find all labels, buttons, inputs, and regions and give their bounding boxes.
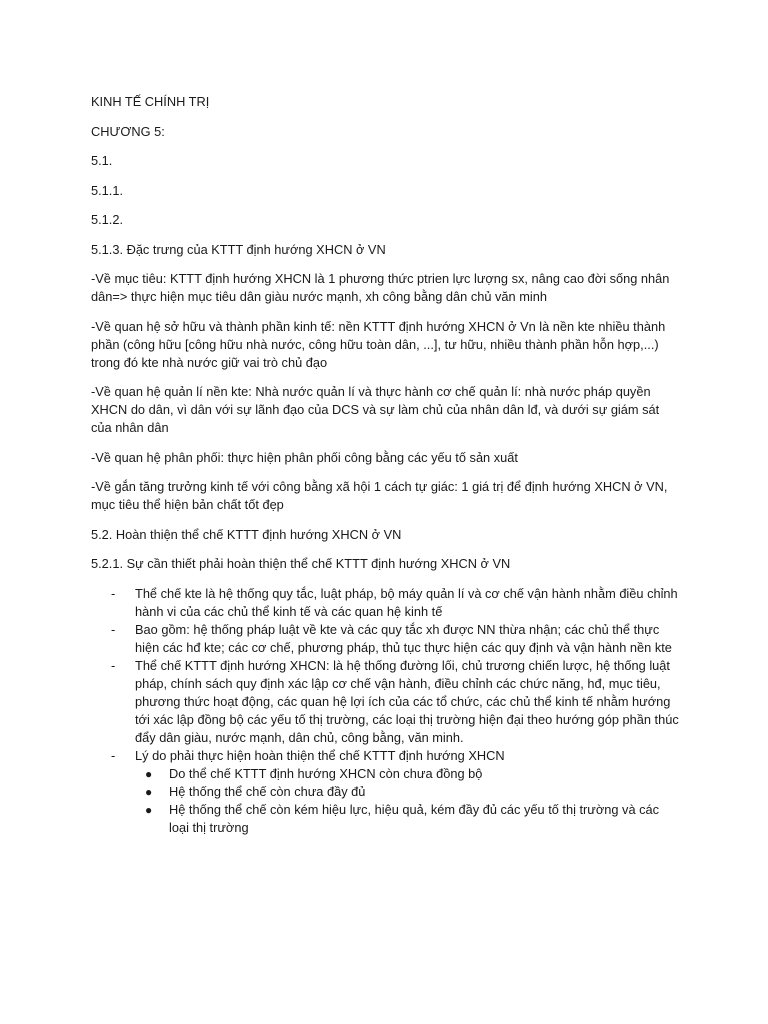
bullet-marker: ● [145,766,153,781]
section-5-2: 5.2. Hoàn thiện thể chế KTTT định hướng XHCN ở VN [91,526,402,542]
list-item [91,585,681,621]
document-body [91,93,681,837]
chapter-heading: CHƯƠNG 5: [91,123,165,139]
paragraph-goal: -Về mục tiêu: KTTT định hướng XHCN là 1 phương thức ptrien lực lượng sx, nâng cao đời sống nhân dân=> thực hiện mục tiêu dân giàu nước mạnh, xh công bằng dân chủ văn minh [91,271,670,304]
bullet-list [135,765,681,837]
list-item-text: Thể chế kte là hệ thống quy tắc, luật pháp, bộ máy quản lí và cơ chế vận hành nhằm điều chỉnh hành vi của các chủ thể kinh tế và các quan hệ kinh tế [135,585,678,619]
list-item [91,747,681,837]
list-item-text: Hệ thống thể chế còn chưa đầy đủ [169,783,366,799]
section-5-1-3: 5.1.3. Đặc trưng của KTTT định hướng XHCN ở VN [91,241,386,257]
list-item-text: Lý do phải thực hiện hoàn thiện thể chế KTTT định hướng XHCN [135,747,505,763]
list-item-text: Thể chế KTTT định hướng XHCN: là hệ thống đường lối, chủ trương chiến lược, hệ thống luật pháp, chính sách quy định xác lập cơ chế vận hành, điều chỉnh các chức năng, hđ, mục tiêu, phương thức hoạt động, các quan hệ lợi ích của các tổ chức, các chủ thể kinh tế nhằm hướng tới xác lập đồng bộ các yếu tố thị trường, các loại thị trường hiện đại theo hướng góp phần thúc đẩy dân giàu, nước mạnh, dân chủ, công bằng, văn minh. [135,657,679,745]
list-item [91,621,681,657]
list-item [135,801,681,837]
dash-marker: - [111,657,116,673]
list-item-text: Bao gồm: hệ thống pháp luật về kte và các quy tắc xh được NN thừa nhận; các chủ thể thực hiện các hđ kte; các cơ chế, phương pháp, thủ tục thực hiện các quy định và vận hành nền kte [135,621,672,655]
document-title: KINH TẾ CHÍNH TRỊ [91,94,210,109]
list-item-text: Do thể chế KTTT định hướng XHCN còn chưa đồng bộ [169,765,483,781]
list-item [135,765,681,783]
bullet-marker: ● [145,802,153,817]
list-item-text: Hệ thống thể chế còn kém hiệu lực, hiệu quả, kém đầy đủ các yếu tố thị trường và các loại thị trường [169,801,660,835]
section-5-1: 5.1. [91,153,113,168]
paragraph-distribution: -Về quan hệ phân phối: thực hiện phân phối công bằng các yếu tố sản xuất [91,449,518,465]
dash-marker: - [111,747,116,763]
dash-list [91,585,681,837]
paragraph-ownership: -Về quan hệ sở hữu và thành phần kinh tế: nền KTTT định hướng XHCN ở Vn là nền kte nhiều thành phần (công hữu [công hữu nhà nước, công hữu toàn dân, ...], tư hữu, nhiều thành phần hỗn hợp,...) trong đó kte nhà nước giữ vai trò chủ đạo [91,318,666,370]
paragraph-growth-equity: -Về gắn tăng trưởng kinh tế với công bằng xã hội 1 cách tự giác: 1 giá trị để định hướng XHCN ở VN, mục tiêu thể hiện bản chất tốt đẹp [91,479,668,512]
section-5-2-1: 5.2.1. Sự cần thiết phải hoàn thiện thể chế KTTT định hướng XHCN ở VN [91,556,511,571]
dash-marker: - [111,621,116,637]
dash-marker: - [111,585,116,601]
list-item [135,783,681,801]
bullet-marker: ● [145,784,153,799]
section-5-1-1: 5.1.1. [91,182,124,198]
list-item [91,657,681,747]
section-5-1-2: 5.1.2. [91,212,124,227]
paragraph-management: -Về quan hệ quản lí nền kte: Nhà nước quản lí và thực hành cơ chế quản lí: nhà nước pháp quyền XHCN do dân, vì dân với sự lãnh đạo của DCS và sự làm chủ của nhân dân lđ, và dưới sự giám sát của nhân dân [91,384,660,435]
